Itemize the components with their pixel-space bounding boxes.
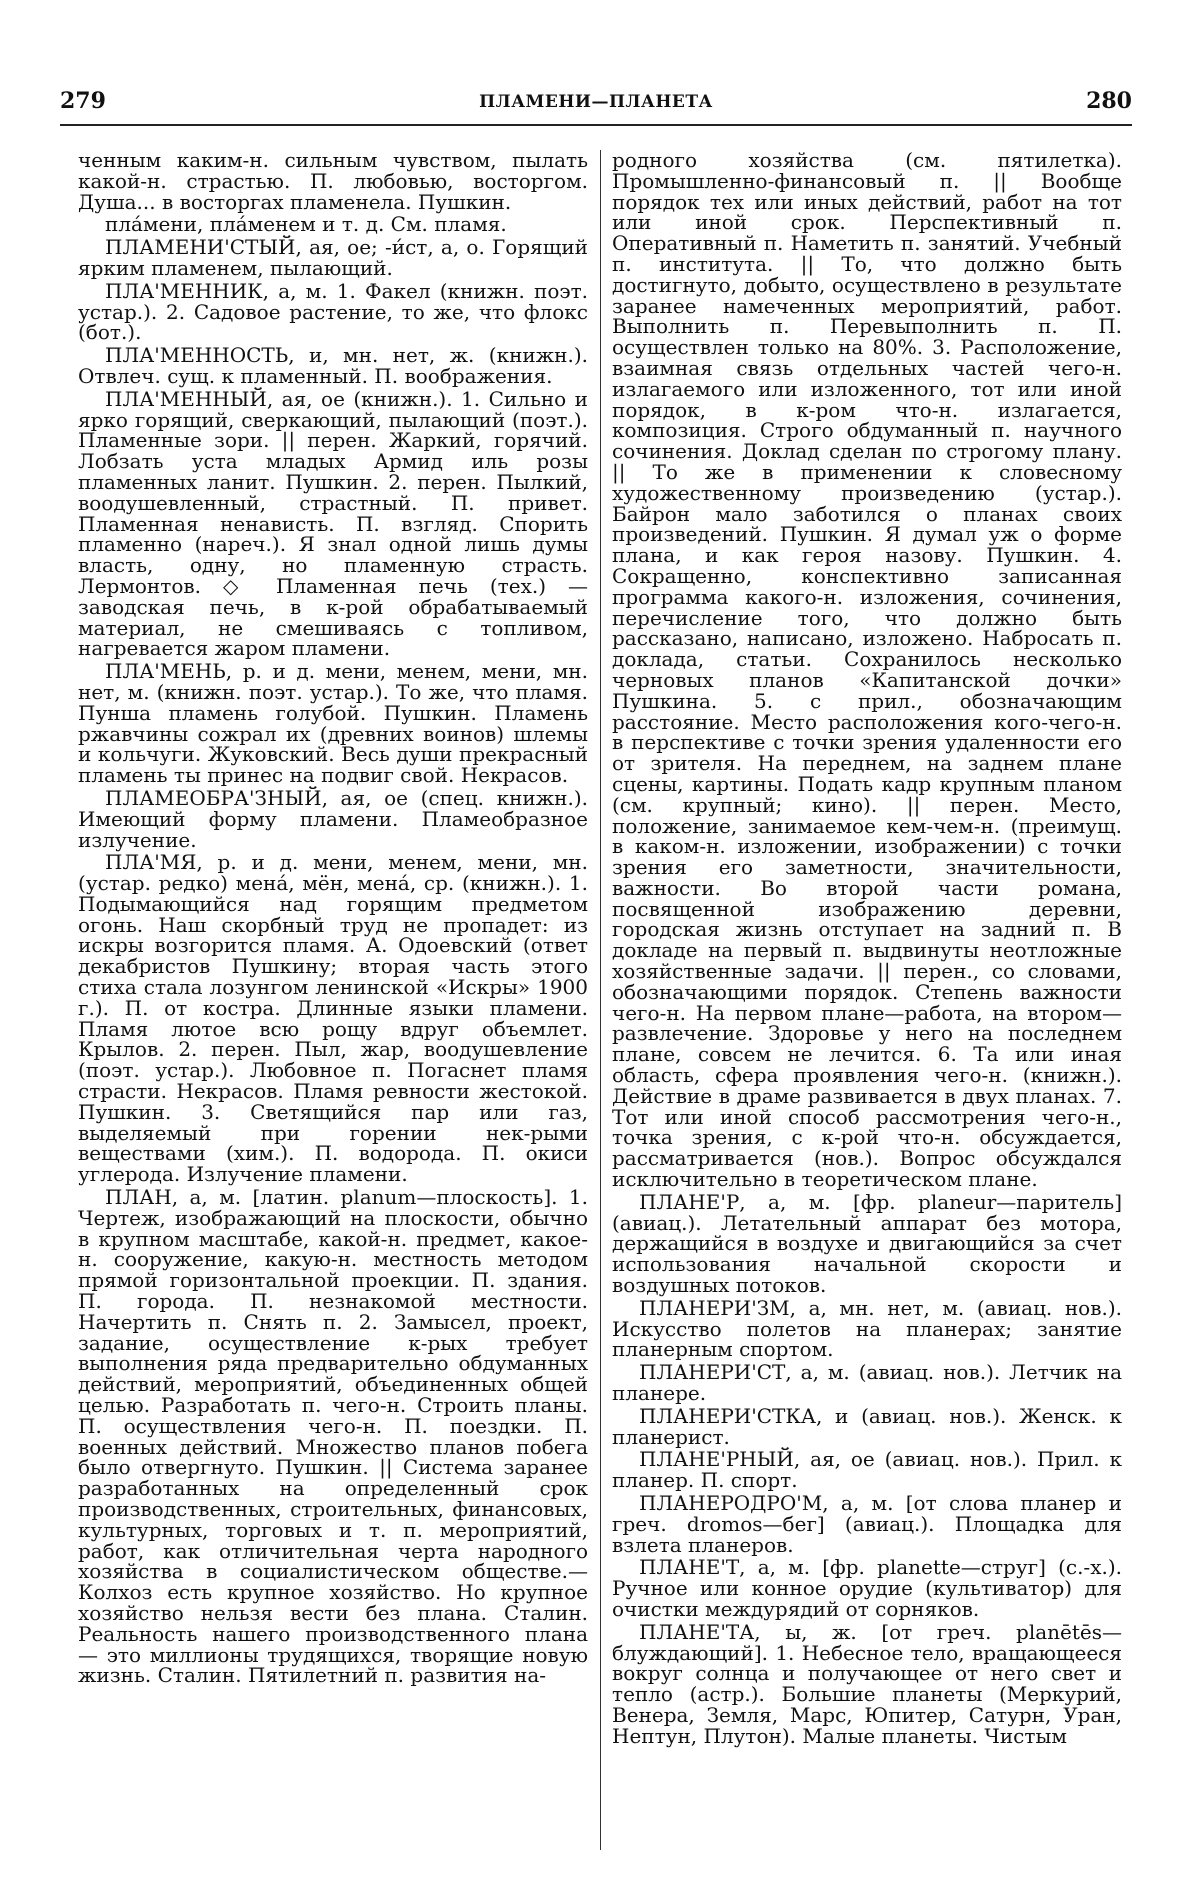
dictionary-entry: ПЛА'МЯ, р. и д. мени, менем, мени, мн. (устар. редко) мена́, мён, мена́, ср. (книжн.). 1. Подымающийся над горящим предметом огонь. Наш скорбный труд не пропадет: из искры возгорится пламя. А. Одоевский (ответ декабристов Пушкину; вторая часть этого стиха стала лозунгом ленинской «Искры» 1900 г.). П. от костра. Длинные языки пламени. Пламя лютое всю рощу вдруг объемлет. Крылов. 2. перен. Пыл, жар, воодушевление (поэт. устар.). Любовное п. Погаснет пламя страсти. Некрасов. Пламя ревности жестокой. Пушкин. 3. Светящийся пар или газ, выделяемый при горении нек-рыми веществами (хим.). П. водорода. П. окиси углерода. Излучение пламени. <box>78 850 588 1187</box>
column-divider <box>600 150 601 1850</box>
header-rule <box>60 124 1132 126</box>
dictionary-entry: ПЛАНЕРИ'СТ, а, м. (авиац. нов.). Летчик на планере. <box>612 1360 1122 1406</box>
left-page-number: 279 <box>60 88 106 114</box>
dictionary-entry: ПЛАНЕРОДРО'М, а, м. [от слова планер и греч. dromos—бег] (авиац.). Площадка для взлета планеров. <box>612 1491 1122 1557</box>
dictionary-entry: ПЛАН, а, м. [латин. planum—плоскость]. 1. Чертеж, изображающий на плоскости, обычно в крупном масштабе, какой-н. предмет, какое-н. сооружение, какую-н. местность методом прямой горизонтальной проекции. П. здания. П. города. П. незнакомой местности. Начертить п. Снять п. 2. Замысел, проект, задание, осуществление к-рых требует выполнения ряда предварительно обдуманных действий, мероприятий, объединенных общей целью. Разработать п. чего-н. Строить планы. П. осуществления чего-н. П. поездки. П. военных действий. Множество планов побега было отвергнуто. Пушкин. || Система заранее разработанных на определенный срок производственных, строительных, финансовых, культурных, торговых и т. п. мероприятий, работ, как отличительная черта народного хозяйства в социалистическом обществе.—Колхоз есть крупное хозяйство. Но крупное хозяйство нельзя вести без плана. Сталин. Реальность нашего производственного плана — это миллионы трудящихся, творящие новую жизнь. Сталин. Пятилетний п. развития на- <box>78 1185 588 1688</box>
dictionary-entry: ПЛА'МЕННЫЙ, ая, ое (книжн.). 1. Сильно и ярко горящий, сверкающий, пылающий (поэт.). Пламенные зори. || перен. Жаркий, горячий. Лобзать уста младых Армид иль розы пламенных ланит. Пушкин. 2. перен. Пылкий, воодушевленный, страстный. П. привет. Пламенная ненависть. П. взгляд. Спорить пламенно (нареч.). Я знал одной лишь думы власть, одну, но пламенную страсть. Лермонтов. ◇ Пламенная печь (тех.) — заводская печь, в к-рой обрабатываемый материал, не смешиваясь с топливом, нагревается жаром пламени. <box>78 386 588 661</box>
dictionary-entry: ПЛАНЕРИ'ЗМ, а, мн. нет, м. (авиац. нов.). Искусство полетов на планерах; занятие планерным спортом. <box>612 1295 1122 1362</box>
dictionary-entry: ПЛАНЕ'ТА, ы, ж. [от греч. planētēs—блуждающий]. 1. Небесное тело, вращающееся вокруг солнца и получающее от него свет и тепло (астр.). Большие планеты (Меркурий, Венера, Земля, Марс, Юпитер, Сатурн, Уран, Нептун, Плутон). Малые планеты. Чистым <box>612 1619 1122 1748</box>
running-title: ПЛАМЕНИ—ПЛАНЕТА <box>479 92 713 112</box>
dictionary-entry: ПЛАМЕОБРА'ЗНЫЙ, ая, ое (спец. книжн.). Имеющий форму пламени. Пламеобразное излучение. <box>78 785 588 852</box>
dictionary-entry: ПЛАНЕ'Р, а, м. [фр. planeur—паритель] (авиац.). Летательный аппарат без мотора, держащийся в воздухе и двигающийся за счет использования начальной скорости и воздушных потоков. <box>612 1189 1122 1298</box>
dictionary-entry: ПЛАНЕ'РНЫЙ, ая, ое (авиац. нов.). Прил. к планер. П. спорт. <box>612 1447 1122 1493</box>
dictionary-entry: ПЛА'МЕННОСТЬ, и, мн. нет, ж. (книжн.). Отвлеч. сущ. к пламенный. П. воображения. <box>78 343 588 388</box>
dictionary-entry: ПЛА'МЕНЬ, р. и д. мени, менем, мени, мн. нет, м. (книжн. поэт. устар.). То же, что пламя. Пунша пламень голубой. Пушкин. Пламень ржавчины сожрал их (древних воинов) шлемы и кольчуги. Жуковский. Весь души прекрасный пламень ты принес на подвиг свой. Некрасов. <box>78 659 588 788</box>
dictionary-entry: ПЛАНЕ'Т, а, м. [фр. planette—струг] (с.-х.). Ручное или конное орудие (культиватор) для очистки междурядий от сорняков. <box>612 1555 1122 1621</box>
dictionary-entry: ПЛАМЕНИ'СТЫЙ, ая, ое; -и́ст, а, о. Горящий ярким пламенем, пылающий. <box>78 235 588 280</box>
right-page-number: 280 <box>1086 88 1132 114</box>
dictionary-entry: ПЛА'МЕННИК, а, м. 1. Факел (книжн. поэт. устар.). 2. Садовое растение, то же, что флокс (бот.). <box>78 278 588 345</box>
dictionary-entry: ПЛАНЕРИ'СТКА, и (авиац. нов.). Женск. к планерист. <box>612 1403 1122 1449</box>
dictionary-entry: пла́мени, пла́менем и т. д. См. пламя. <box>105 212 507 237</box>
left-column <box>78 150 588 1862</box>
page-header <box>60 88 1132 120</box>
paragraph: ченным каким-н. сильным чувством, пылать какой-н. страстью. П. любовью, восторгом. Душа... в восторгах пламенела. Пушкин. <box>78 150 588 214</box>
right-column <box>612 150 1122 1862</box>
paragraph: родного хозяйства (см. пятилетка). Промышленно-финансовый п. || Вообще порядок тех или иных действий, работ на тот или иной срок. Перспективный п. Оперативный п. Наметить п. занятий. Учебный п. института. || То, что должно быть достигнуто, добыто, осуществлено в результате заранее намеченных мероприятий, работ. Выполнить п. Перевыполнить п. П. осуществлен только на 80%. 3. Расположение, взаимная связь отдельных частей чего-н. излагаемого или изложенного, тот или иной порядок, в к-ром что-н. излагается, композиция. Строго обдуманный п. научного сочинения. Доклад сделан по строгому плану. || То же в применении к словесному художественному произведению (устар.). Байрон мало заботился о планах своих произведений. Пушкин. Я думал уж о форме плана, и как героя назову. Пушкин. 4. Сокращенно, конспективно записанная программа какого-н. изложения, сочинения, перечисление того, что должно быть рассказано, написано, изложено. Набросать п. доклада, статьи. Сохранилось несколько черновых планов «Капитанской дочки» Пушкина. 5. с прил., обозначающим расстояние. Место расположения кого-чего-н. в перспективе с точки зрения удаленности его от зрителя. На переднем, на заднем плане сцены, картины. Подать кадр крупным планом (см. крупный; кино). || перен. Место, положение, занимаемое кем-чем-н. (преимущ. в каком-н. изложении, изображении) с точки зрения его заметности, значительности, важности. Во второй части романа, посвященной изображению деревни, городская жизнь отступает на задний п. В докладе на первый п. выдвинуты неотложные хозяйственные задачи. || перен., со словами, обозначающими порядок. Степень важности чего-н. На первом плане—работа, на втором—развлечение. Здоровье у него на последнем плане, совсем не лечится. 6. Та или иная область, сфера проявления чего-н. (книжн.). Действие в драме развивается в двух планах. 7. Тот или иной способ рассмотрения чего-н., точка зрения, с к-рой что-н. обсуждается, рассматривается (нов.). Вопрос обсуждался исключительно в теоретическом плане. <box>612 150 1122 1192</box>
